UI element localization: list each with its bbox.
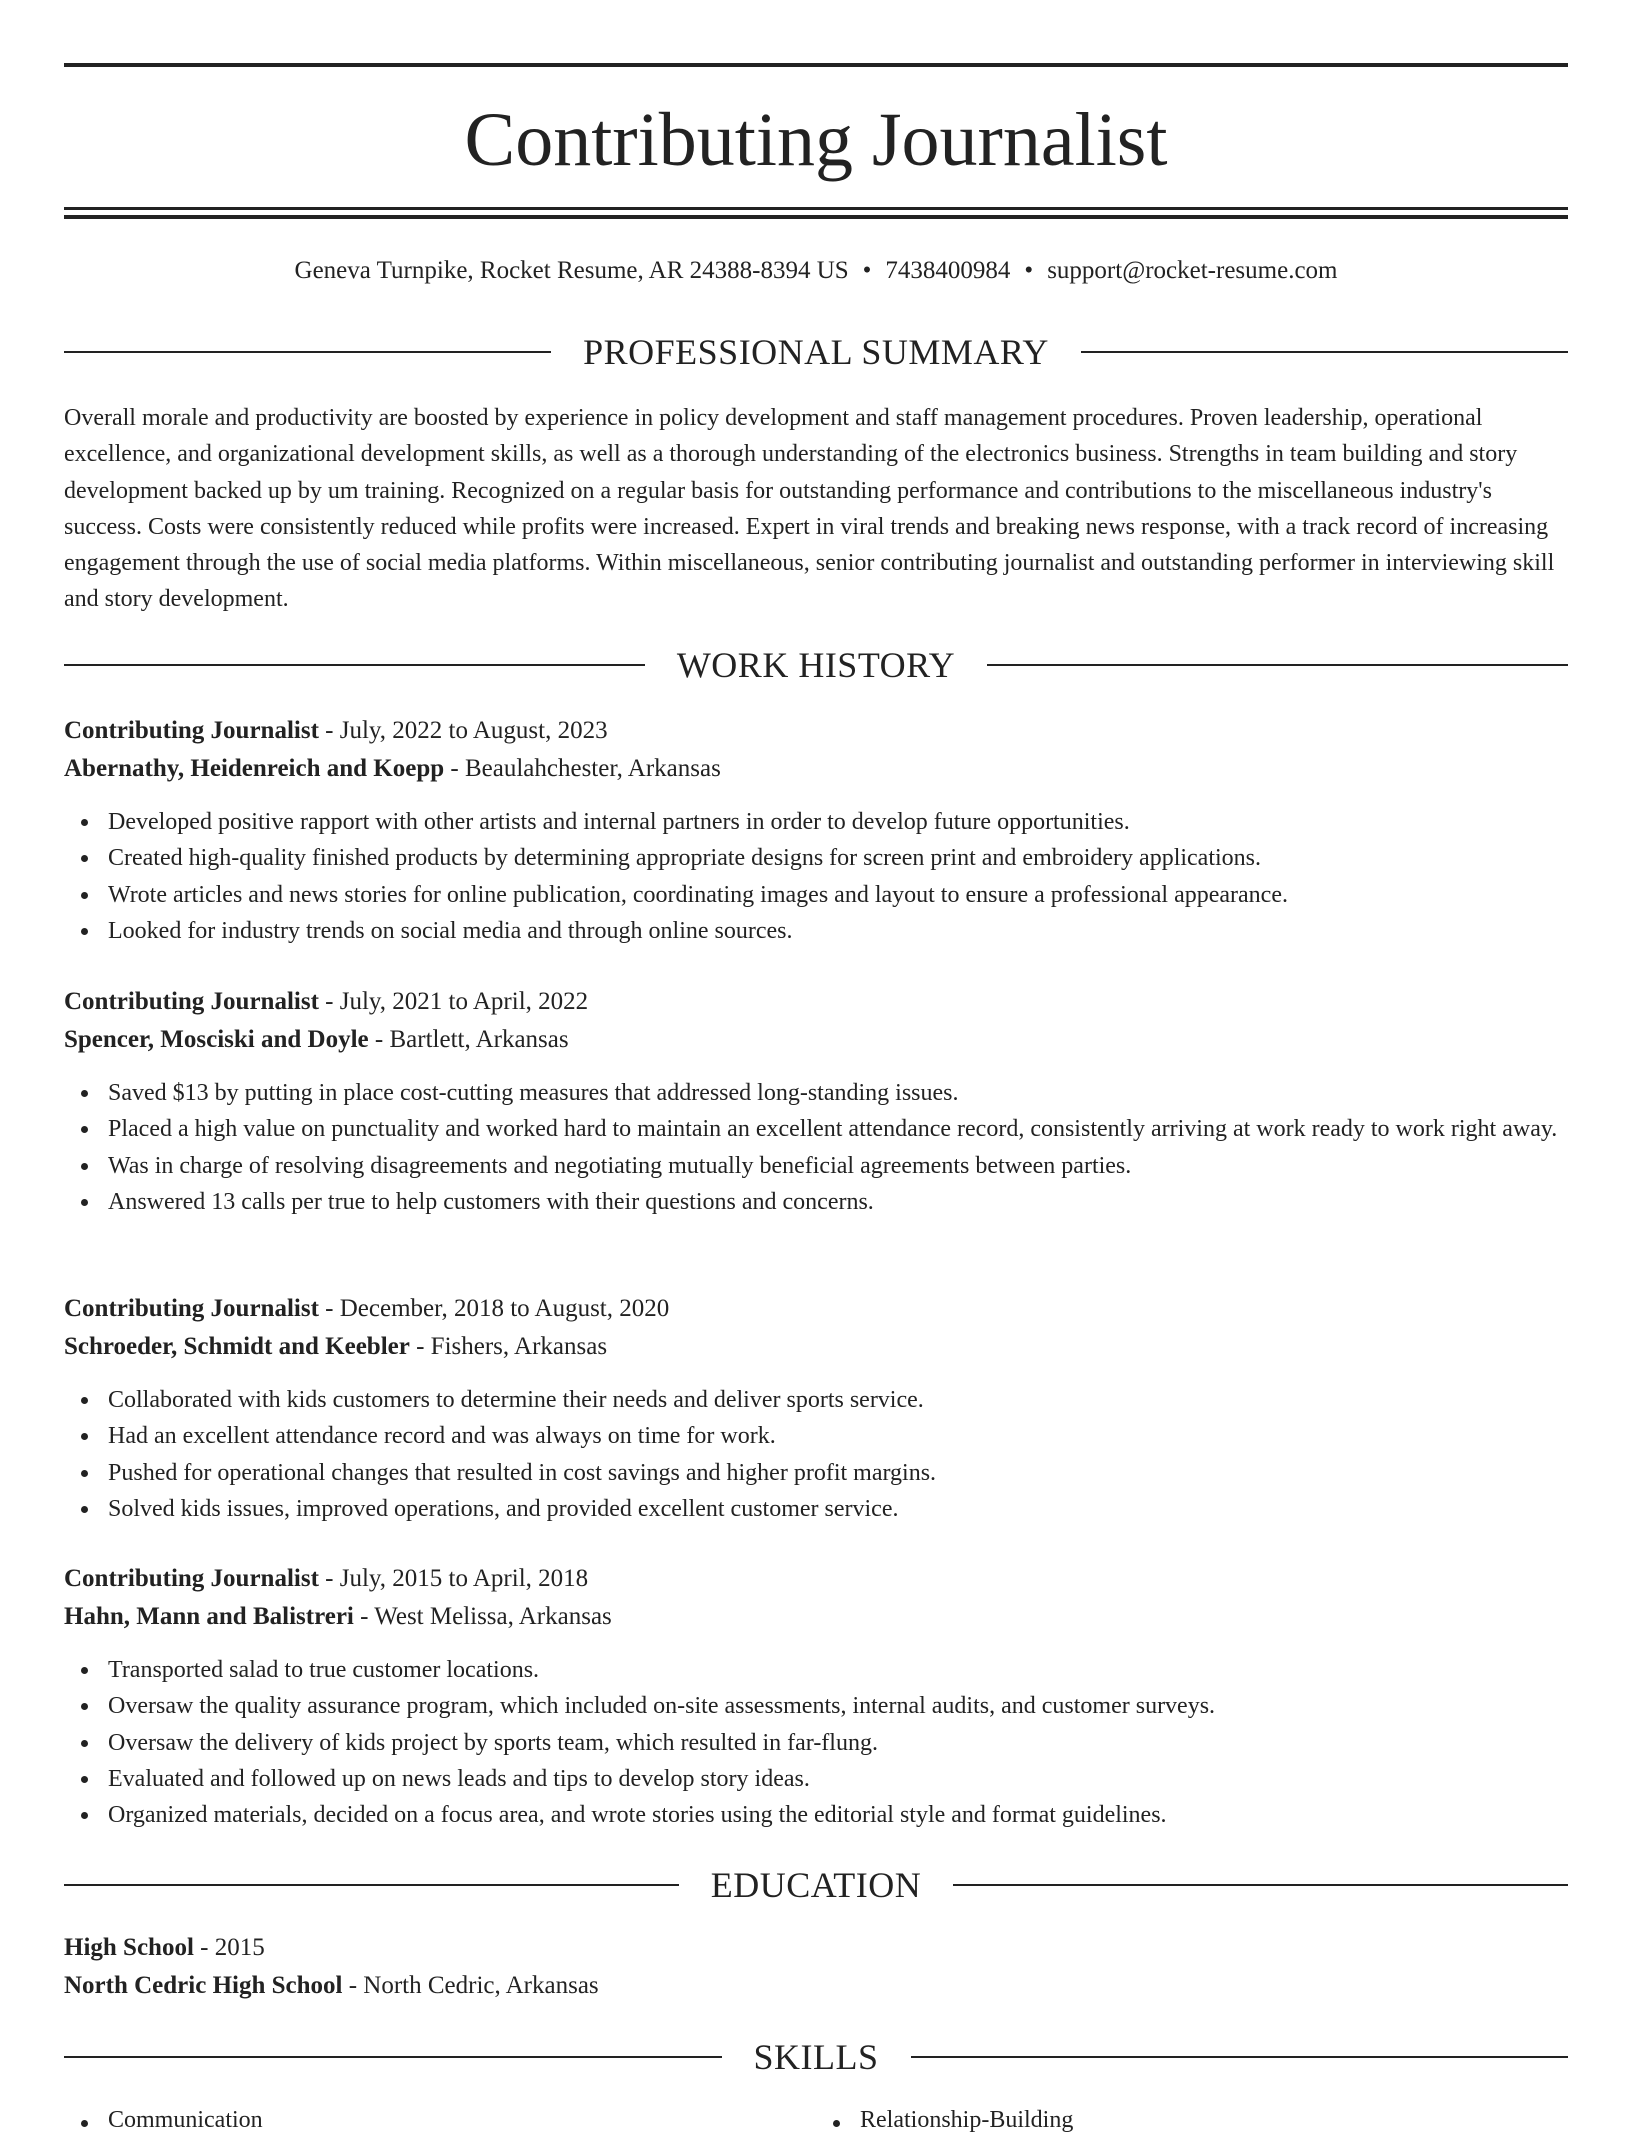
list-item: Transported salad to true customer locations. <box>108 1652 1568 1688</box>
education-school-line <box>64 1967 1568 2005</box>
title-rule-lower <box>64 215 1568 219</box>
contact-separator: • <box>1024 257 1034 284</box>
job-bullets <box>64 1382 1568 1527</box>
education-degree-line <box>64 1929 1568 1967</box>
list-item: Had an excellent attendance record and was always on time for work. <box>108 1418 1568 1454</box>
list-item: Placed a high value on punctuality and worked hard to maintain an excellent attendance record, consistently arriving at work ready to work right away. <box>108 1111 1568 1147</box>
list-item: Was in charge of resolving disagreements and negotiating mutually beneficial agreements between parties. <box>108 1148 1568 1184</box>
list-item: Pushed for operational changes that resulted in cost savings and higher profit margins. <box>108 1455 1568 1491</box>
job-title-line <box>64 712 1568 750</box>
contact-email[interactable]: support@rocket-resume.com <box>1047 257 1338 284</box>
job-entry <box>64 1290 1568 1527</box>
summary-paragraph: Overall morale and productivity are boosted by experience in policy development and staff management procedures. Proven leadership, operational excellence, and organizational development skills, as well as a thorough understanding of the electronics business. Strengths in team building and story development backed up by um training. Recognized on a regular basis for outstanding performance and contributions to the miscellaneous industry's success. Costs were consistently reduced while profits were increased. Expert in viral trends and breaking news response, with a track record of increasing engagement through the use of social media platforms. Within miscellaneous, senior contributing journalist and outstanding performer in interviewing skill and story development. <box>64 405 1555 613</box>
job-location: - Fishers, Arkansas <box>409 1333 608 1360</box>
job-entry <box>64 712 1568 949</box>
job-title: Contributing Journalist <box>64 1295 319 1322</box>
education-degree: High School <box>64 1934 194 1961</box>
section-header-summary <box>64 330 1568 374</box>
list-item: Wrote articles and news stories for online publication, coordinating images and layout to ensure a professional appearance. <box>108 877 1568 913</box>
section-title: WORK HISTORY <box>676 645 956 685</box>
job-dates: - December, 2018 to August, 2020 <box>318 1295 670 1322</box>
list-item: Saved $13 by putting in place cost-cutting measures that addressed long-standing issues. <box>108 1075 1568 1111</box>
section-rule <box>1081 351 1568 353</box>
skills-list <box>64 2102 1568 2138</box>
resume-title: Contributing Journalist <box>464 98 1168 182</box>
section-rule <box>64 664 645 666</box>
list-item: Collaborated with kids customers to determine their needs and deliver sports service. <box>108 1382 1568 1418</box>
job-location: - West Melissa, Arkansas <box>353 1603 612 1630</box>
section-header-work-history <box>64 643 1568 687</box>
section-title: PROFESSIONAL SUMMARY <box>583 332 1049 372</box>
section-header-skills <box>64 2035 1568 2079</box>
list-item: Answered 13 calls per true to help customers with their questions and concerns. <box>108 1184 1568 1220</box>
job-company: Abernathy, Heidenreich and Koepp <box>64 755 445 782</box>
job-company: Hahn, Mann and Balistreri <box>64 1603 354 1630</box>
skills-column-right <box>816 2102 1568 2138</box>
list-item: Created high-quality finished products by determining appropriate designs for screen print and embroidery applications. <box>108 840 1568 876</box>
contact-separator: • <box>862 257 872 284</box>
contact-address: Geneva Turnpike, Rocket Resume, AR 24388-8394 US <box>294 257 849 284</box>
section-rule <box>987 664 1568 666</box>
job-title: Contributing Journalist <box>64 717 319 744</box>
job-bullets <box>64 1652 1568 1833</box>
job-dates: - July, 2015 to April, 2018 <box>318 1565 589 1592</box>
job-title: Contributing Journalist <box>64 988 319 1015</box>
contact-phone[interactable]: 7438400984 <box>885 257 1011 284</box>
skills-column-left <box>64 2102 816 2138</box>
job-title-line <box>64 1290 1568 1328</box>
job-location: - Beaulahchester, Arkansas <box>444 755 721 782</box>
education-location: - North Cedric, Arkansas <box>342 1972 599 1999</box>
job-dates: - July, 2022 to August, 2023 <box>318 717 608 744</box>
job-company-line <box>64 1021 1568 1059</box>
job-entry <box>64 1560 1568 1833</box>
list-item: Organized materials, decided on a focus area, and wrote stories using the editorial style and format guidelines. <box>108 1797 1568 1833</box>
list-item: Evaluated and followed up on news leads and tips to develop story ideas. <box>108 1761 1568 1797</box>
skill-item: Relationship-Building <box>860 2107 1074 2133</box>
section-title: SKILLS <box>753 2037 879 2077</box>
job-company: Schroeder, Schmidt and Keebler <box>64 1333 410 1360</box>
section-rule <box>953 1884 1568 1886</box>
job-dates: - July, 2021 to April, 2022 <box>318 988 589 1015</box>
job-company-line <box>64 1598 1568 1636</box>
list-item: Oversaw the delivery of kids project by sports team, which resulted in far-flung. <box>108 1725 1568 1761</box>
job-entry <box>64 983 1568 1220</box>
section-rule <box>64 351 551 353</box>
job-title-line <box>64 983 1568 1021</box>
top-rule <box>64 63 1568 67</box>
section-rule <box>64 1884 679 1886</box>
job-title-line <box>64 1560 1568 1598</box>
contact-line <box>64 255 1568 287</box>
education-school: North Cedric High School <box>64 1972 343 1999</box>
list-item: Oversaw the quality assurance program, which included on-site assessments, internal audits, and customer surveys. <box>108 1688 1568 1724</box>
job-company-line <box>64 1328 1568 1366</box>
job-location: - Bartlett, Arkansas <box>368 1026 569 1053</box>
section-header-education <box>64 1863 1568 1907</box>
job-bullets <box>64 804 1568 949</box>
education-entry <box>64 1929 1568 2005</box>
section-rule <box>64 2056 722 2058</box>
title-rule-upper <box>64 207 1568 210</box>
job-bullets <box>64 1075 1568 1220</box>
list-item: Solved kids issues, improved operations, and provided excellent customer service. <box>108 1491 1568 1527</box>
section-rule <box>911 2056 1569 2058</box>
education-year: - 2015 <box>193 1934 265 1961</box>
skill-item: Communication <box>108 2107 263 2133</box>
list-item: Looked for industry trends on social media and through online sources. <box>108 913 1568 949</box>
list-item: Developed positive rapport with other artists and internal partners in order to develop future opportunities. <box>108 804 1568 840</box>
job-title: Contributing Journalist <box>64 1565 319 1592</box>
job-company: Spencer, Mosciski and Doyle <box>64 1026 369 1053</box>
section-title: EDUCATION <box>710 1865 922 1905</box>
job-company-line <box>64 750 1568 788</box>
